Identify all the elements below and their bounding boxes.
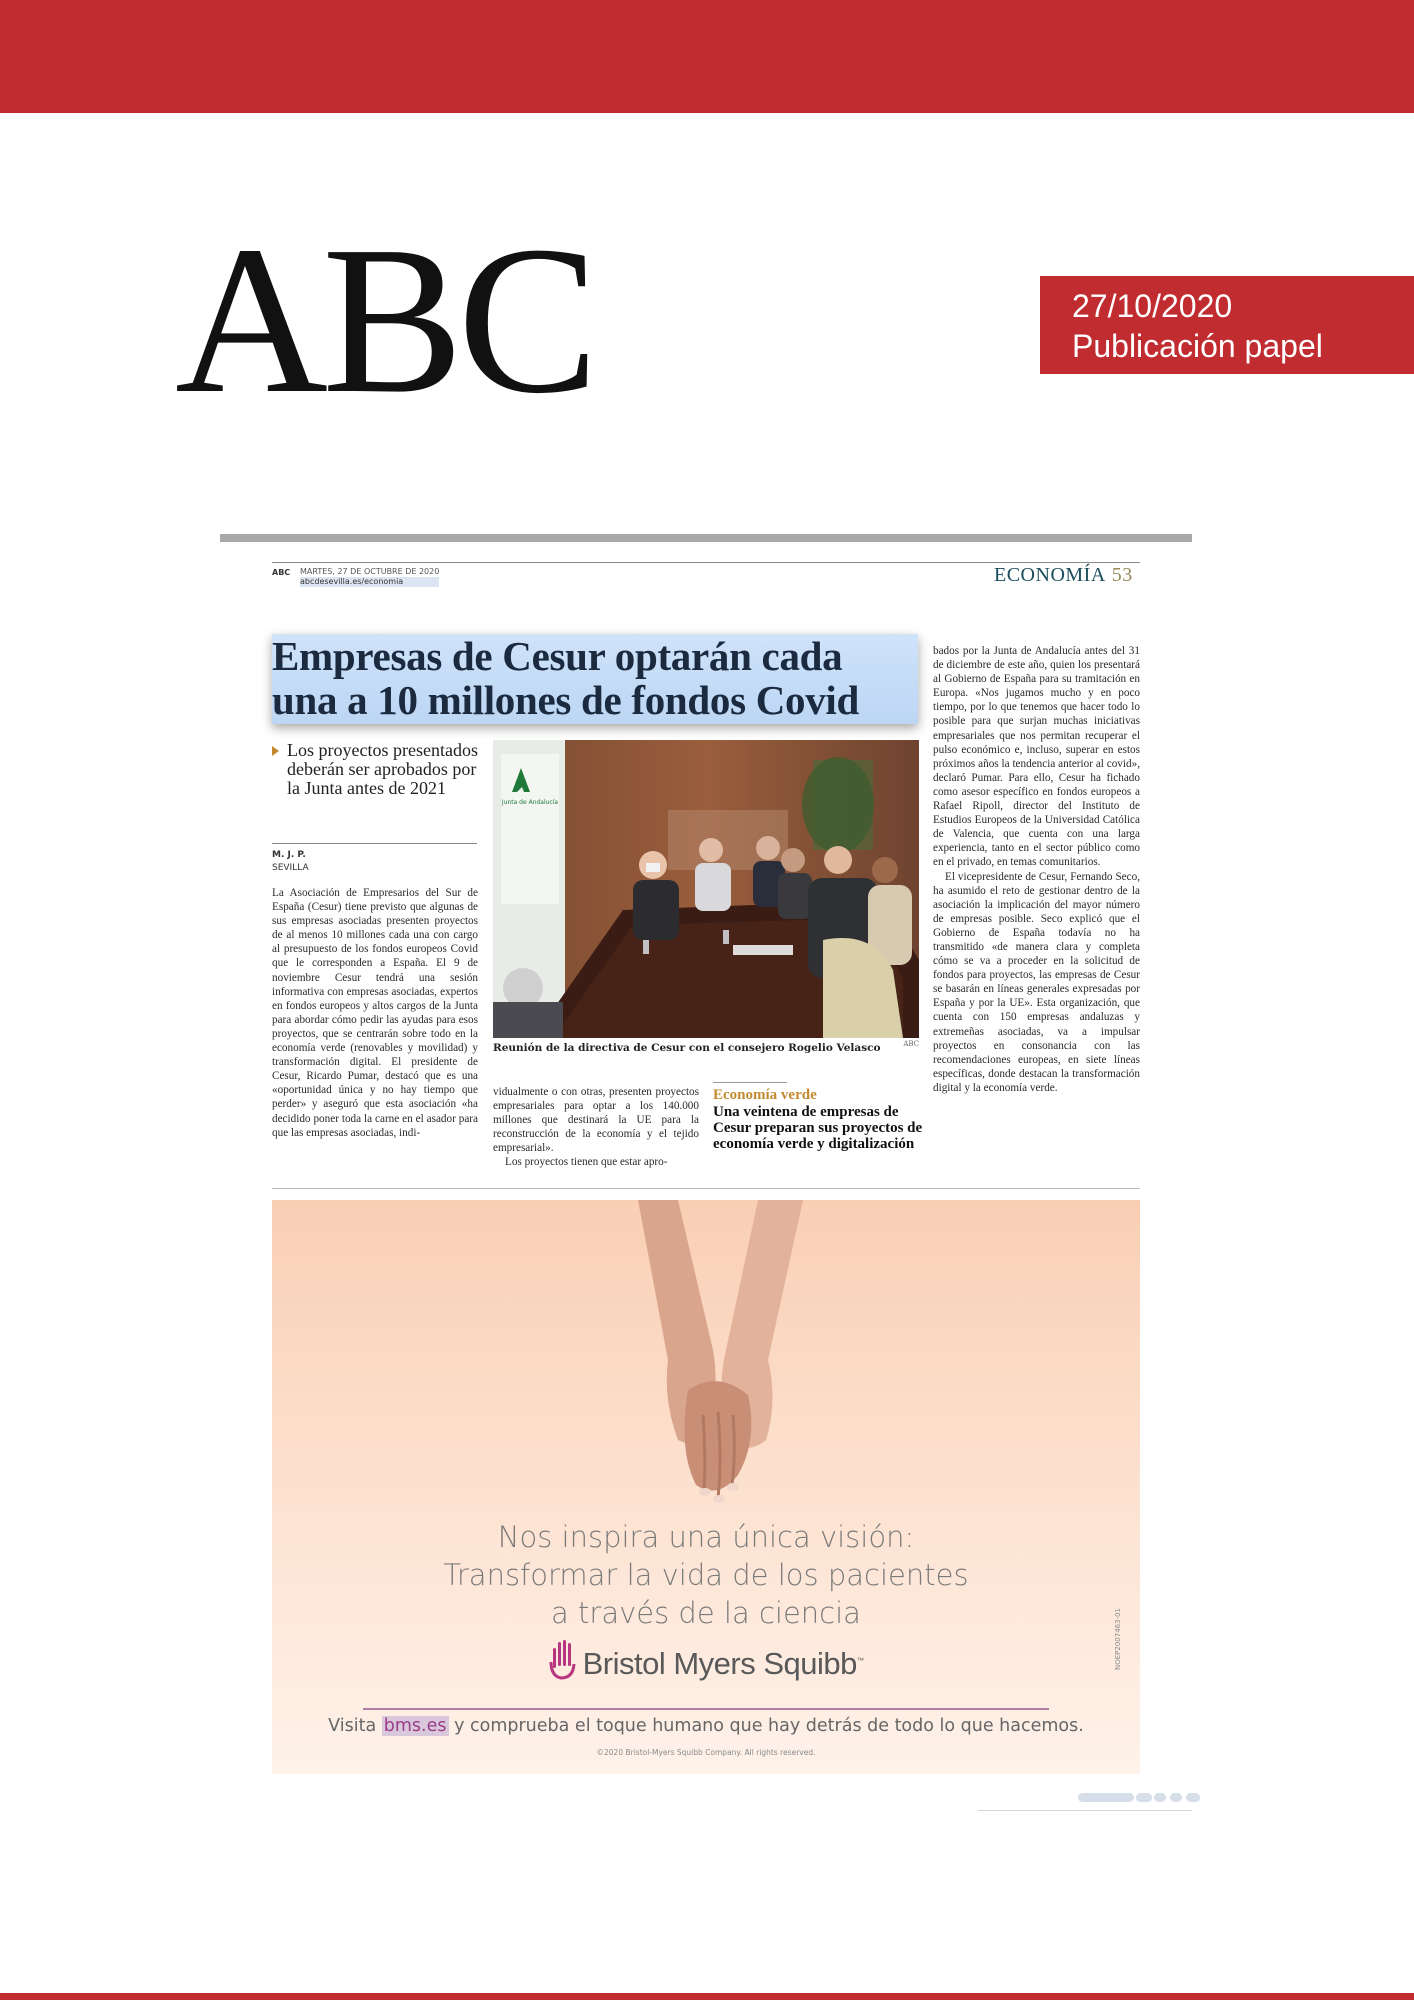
photo-caption — [493, 1042, 919, 1054]
ad-code: NOEP2007463-01 — [1114, 1608, 1122, 1670]
article-column-2 — [493, 1085, 699, 1170]
ad-copyright: ©2020 Bristol-Myers Squibb Company. All rights reserved. — [596, 1748, 816, 1757]
footer-rule — [978, 1810, 1192, 1811]
ad-tagline-line-1: Nos inspira una única visión: — [497, 1520, 915, 1554]
column-4-paragraph-1: bados por la Junta de Andalucía antes del 31 de diciembre de este año, quien los presentará al Gobierno de España para su tramitación en Europa. «Nos jugamos mucho y en poco tiempo, por lo que tenemos que hacer todo lo posible para que surjan muchas iniciativas empresariales que nos permitan recuperar el pulso económico e, incluso, superar en estos próximos años la tendencia anterior al covid», declaró Pumar. Para ello, Cesur ha fichado como asesor específico en fondos europeos a Rafael Ripoll, director del Instituto de Estudios Europeos de la Universidad Católica de Valencia, que cuenta con una larga experiencia, tanto en el sector público como en el privado, en temas comunitarios. — [933, 645, 1140, 869]
deck-rule — [272, 843, 477, 844]
publication-date-box — [1040, 276, 1414, 374]
article-column-4 — [933, 644, 1140, 1095]
visit-prefix: Visita — [328, 1716, 377, 1736]
paper-bottom-rule — [272, 1188, 1140, 1189]
page-number: 53 — [1111, 564, 1133, 586]
ad-tagline-line-2: Transformar la vida de los pacientes — [443, 1558, 969, 1592]
section-name: ECONOMÍA — [994, 564, 1106, 586]
banner-title: Junta de Andalucía — [501, 799, 559, 806]
headline-line-2: una a 10 millones de fondos Covid — [272, 677, 860, 723]
byline — [272, 849, 309, 875]
bms-website-link[interactable]: bms.es — [383, 1716, 447, 1736]
ad-visit-line — [272, 1716, 1140, 1736]
sidebar-rule — [713, 1082, 787, 1083]
clipping-top-rule — [220, 534, 1192, 542]
photo-credit: ABC — [903, 1040, 919, 1048]
deck-text: Los proyectos presentados deberán ser aprobados por la Junta antes de 2021 — [287, 740, 478, 798]
ad-rule — [363, 1708, 1049, 1710]
meeting-photo-illustration — [493, 740, 919, 1038]
ad-tagline-line-3: a través de la ciencia — [551, 1596, 861, 1630]
ad-tagline — [272, 1518, 1140, 1632]
footer-pill — [1186, 1793, 1200, 1802]
visit-suffix: y comprueba el toque humano que hay detrás de todo lo que hacemos. — [454, 1716, 1084, 1736]
sidebar-title: Una veintena de empresas de Cesur preparan sus proyectos de economía verde y digitalización — [713, 1104, 923, 1152]
bottom-band — [0, 1993, 1414, 2000]
article-column-1: La Asociación de Empresarios del Sur de España (Cesur) tiene previsto que algunas de sus empresas asociadas presenten proyectos de al menos 10 millones cada una con cargo al presupuesto de los fondos europeos Covid que le corresponden a España. El 9 de noviembre Cesur tendrá una sesión informativa con empresas asociadas, expertos en fondos europeos y altos cargos de la Junta para abordar cómo pedir las ayudas para esos proyectos, que se centrarán sobre todo en la economía verde (renovables y movilidad) y transformación digital. El presidente de Cesur, Ricardo Pumar, destacó que es una «oportunidad única y no hay tiempo que perder» y aseguró que esta asociación «ha decidido poner toda la carne en el asador para que las empresas asociadas, indi- — [272, 887, 478, 1139]
caption-text: Reunión de la directiva de Cesur con el consejero Rogelio Velasco — [493, 1042, 881, 1054]
footer-pill — [1136, 1793, 1152, 1802]
article-headline — [272, 634, 918, 724]
bms-hand-icon — [549, 1640, 577, 1680]
trademark: ™ — [856, 1657, 864, 1665]
paper-header-rule — [272, 562, 1140, 563]
footer-pill — [1078, 1793, 1134, 1802]
abc-logo: ABC — [175, 202, 593, 437]
top-banner — [0, 0, 1414, 113]
triangle-bullet-icon — [272, 746, 279, 756]
paper-brand: ABC — [272, 568, 291, 577]
article-photo — [493, 740, 919, 1038]
paper-dateline — [300, 567, 439, 587]
column-4-paragraph-2: El vicepresidente de Cesur, Fernando Seco, ha asumido el reto de gestionar dentro de la asociación la implicación del mayor número de empresas posible. Seco explicó que el Gobierno de España todavía no ha transmitido «de manera clara y completa cómo se va a proceder en la solicitud de fondos para proyectos, las empresas de Cesur se basarán en líneas generales expresadas por España y por la UE». Esta organización, que cuenta con 150 empresas andaluzas y extremeñas asociadas, va a impulsar proyectos en consonancia con las recomendaciones europeas, en siete líneas específicas, donde destacan la transformación digital y la economía verde. — [933, 870, 1140, 1094]
byline-place: SEVILLA — [272, 863, 309, 873]
article-deck — [272, 741, 478, 798]
sidebar-kicker: Economía verde — [713, 1087, 817, 1103]
paper-url-link[interactable]: abcdesevilla.es/economia — [300, 577, 439, 587]
holding-hands-image — [608, 1200, 828, 1510]
byline-author: M. J. P. — [272, 850, 306, 860]
publication-date: 27/10/2020 — [1072, 288, 1233, 324]
footer-pill — [1154, 1793, 1166, 1802]
section-label — [994, 564, 1133, 587]
column-2-paragraph-1: vidualmente o con otras, presenten proyectos empresariales para optar a los 140.000 millones que destinará la UE para la reconstrucción de la economía y el tejido empresarial». — [493, 1086, 699, 1155]
bms-brand-name: Bristol Myers Squibb — [582, 1646, 857, 1681]
publication-edition: Publicación papel — [1072, 328, 1323, 364]
paper-date: MARTES, 27 DE OCTUBRE DE 2020 — [300, 567, 440, 576]
column-2-paragraph-2: Los proyectos tienen que estar apro- — [505, 1156, 668, 1169]
bms-logo — [272, 1640, 1140, 1682]
footer-pill — [1170, 1793, 1182, 1802]
bms-advertisement — [272, 1200, 1140, 1774]
headline-line-1: Empresas de Cesur optarán cada — [272, 633, 843, 679]
